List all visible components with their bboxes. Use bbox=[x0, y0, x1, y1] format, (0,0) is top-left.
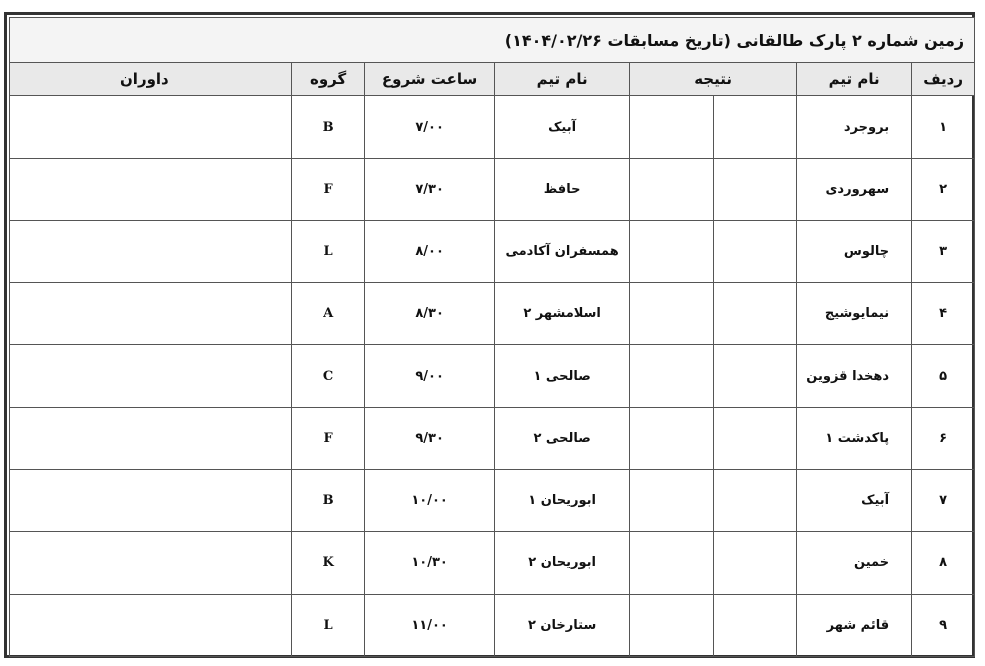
table-row bbox=[10, 470, 975, 532]
header-row bbox=[10, 63, 975, 96]
referees-cell bbox=[10, 407, 292, 469]
team2-cell: اسلامشهر ۲ bbox=[495, 283, 630, 345]
result-team1-cell bbox=[714, 158, 797, 220]
team1-cell: قائم شهر bbox=[797, 594, 912, 656]
team2-cell: ابوریحان ۱ bbox=[495, 470, 630, 532]
header-referees: داوران bbox=[10, 63, 292, 96]
title-row bbox=[10, 18, 975, 63]
header-row-number: ردیف bbox=[912, 63, 975, 96]
referees-cell bbox=[10, 96, 292, 158]
row-number-cell: ۳ bbox=[912, 220, 975, 282]
group-cell: C bbox=[292, 345, 365, 407]
team2-cell: آبیک bbox=[495, 96, 630, 158]
result-team1-cell bbox=[714, 220, 797, 282]
header-start-time: ساعت شروع bbox=[365, 63, 495, 96]
team2-cell: صالحی ۱ bbox=[495, 345, 630, 407]
header-group: گروه bbox=[292, 63, 365, 96]
match-schedule-table bbox=[9, 17, 975, 657]
group-cell: B bbox=[292, 96, 365, 158]
header-team2: نام تیم bbox=[495, 63, 630, 96]
table-row bbox=[10, 594, 975, 656]
team2-cell: همسفران آکادمی bbox=[495, 220, 630, 282]
team1-cell: نیمایوشیج bbox=[797, 283, 912, 345]
table-row bbox=[10, 283, 975, 345]
group-cell: A bbox=[292, 283, 365, 345]
team1-cell: دهخدا قزوین bbox=[797, 345, 912, 407]
result-team1-cell bbox=[714, 594, 797, 656]
result-team2-cell bbox=[630, 594, 714, 656]
start-time-cell: ۷/۳۰ bbox=[365, 158, 495, 220]
row-number-cell: ۹ bbox=[912, 594, 975, 656]
row-number-cell: ۶ bbox=[912, 407, 975, 469]
team2-cell: حافظ bbox=[495, 158, 630, 220]
result-team1-cell bbox=[714, 470, 797, 532]
header-result: نتیجه bbox=[630, 63, 797, 96]
group-cell: K bbox=[292, 532, 365, 594]
start-time-cell: ۸/۰۰ bbox=[365, 220, 495, 282]
page-title: زمین شماره ۲ پارک طالقانی (تاریخ مسابقات ۱۴۰۴/۰۲/۲۶) bbox=[10, 18, 975, 63]
group-cell: F bbox=[292, 407, 365, 469]
result-team2-cell bbox=[630, 407, 714, 469]
start-time-cell: ۸/۳۰ bbox=[365, 283, 495, 345]
group-cell: L bbox=[292, 220, 365, 282]
table-row bbox=[10, 158, 975, 220]
team2-cell: ابوریحان ۲ bbox=[495, 532, 630, 594]
table-row bbox=[10, 407, 975, 469]
start-time-cell: ۱۰/۳۰ bbox=[365, 532, 495, 594]
result-team1-cell bbox=[714, 345, 797, 407]
result-team2-cell bbox=[630, 345, 714, 407]
result-team2-cell bbox=[630, 470, 714, 532]
result-team1-cell bbox=[714, 283, 797, 345]
result-team2-cell bbox=[630, 96, 714, 158]
result-team1-cell bbox=[714, 96, 797, 158]
start-time-cell: ۹/۳۰ bbox=[365, 407, 495, 469]
header-team1: نام تیم bbox=[797, 63, 912, 96]
referees-cell bbox=[10, 158, 292, 220]
group-cell: F bbox=[292, 158, 365, 220]
result-team1-cell bbox=[714, 532, 797, 594]
start-time-cell: ۱۰/۰۰ bbox=[365, 470, 495, 532]
start-time-cell: ۱۱/۰۰ bbox=[365, 594, 495, 656]
table-row bbox=[10, 345, 975, 407]
result-team2-cell bbox=[630, 532, 714, 594]
start-time-cell: ۹/۰۰ bbox=[365, 345, 495, 407]
referees-cell bbox=[10, 345, 292, 407]
team1-cell: خمین bbox=[797, 532, 912, 594]
table-body bbox=[10, 96, 975, 657]
row-number-cell: ۸ bbox=[912, 532, 975, 594]
group-cell: L bbox=[292, 594, 365, 656]
team1-cell: آبیک bbox=[797, 470, 912, 532]
table-row bbox=[10, 532, 975, 594]
team1-cell: چالوس bbox=[797, 220, 912, 282]
referees-cell bbox=[10, 283, 292, 345]
row-number-cell: ۴ bbox=[912, 283, 975, 345]
team1-cell: بروجرد bbox=[797, 96, 912, 158]
row-number-cell: ۱ bbox=[912, 96, 975, 158]
referees-cell bbox=[10, 220, 292, 282]
team1-cell: سهروردی bbox=[797, 158, 912, 220]
row-number-cell: ۵ bbox=[912, 345, 975, 407]
row-number-cell: ۷ bbox=[912, 470, 975, 532]
start-time-cell: ۷/۰۰ bbox=[365, 96, 495, 158]
referees-cell bbox=[10, 532, 292, 594]
table-row bbox=[10, 96, 975, 158]
referees-cell bbox=[10, 470, 292, 532]
team2-cell: صالحی ۲ bbox=[495, 407, 630, 469]
result-team2-cell bbox=[630, 158, 714, 220]
referees-cell bbox=[10, 594, 292, 656]
schedule-frame bbox=[4, 12, 975, 658]
row-number-cell: ۲ bbox=[912, 158, 975, 220]
result-team1-cell bbox=[714, 407, 797, 469]
team1-cell: پاکدشت ۱ bbox=[797, 407, 912, 469]
team2-cell: ستارخان ۲ bbox=[495, 594, 630, 656]
result-team2-cell bbox=[630, 220, 714, 282]
group-cell: B bbox=[292, 470, 365, 532]
result-team2-cell bbox=[630, 283, 714, 345]
table-row bbox=[10, 220, 975, 282]
